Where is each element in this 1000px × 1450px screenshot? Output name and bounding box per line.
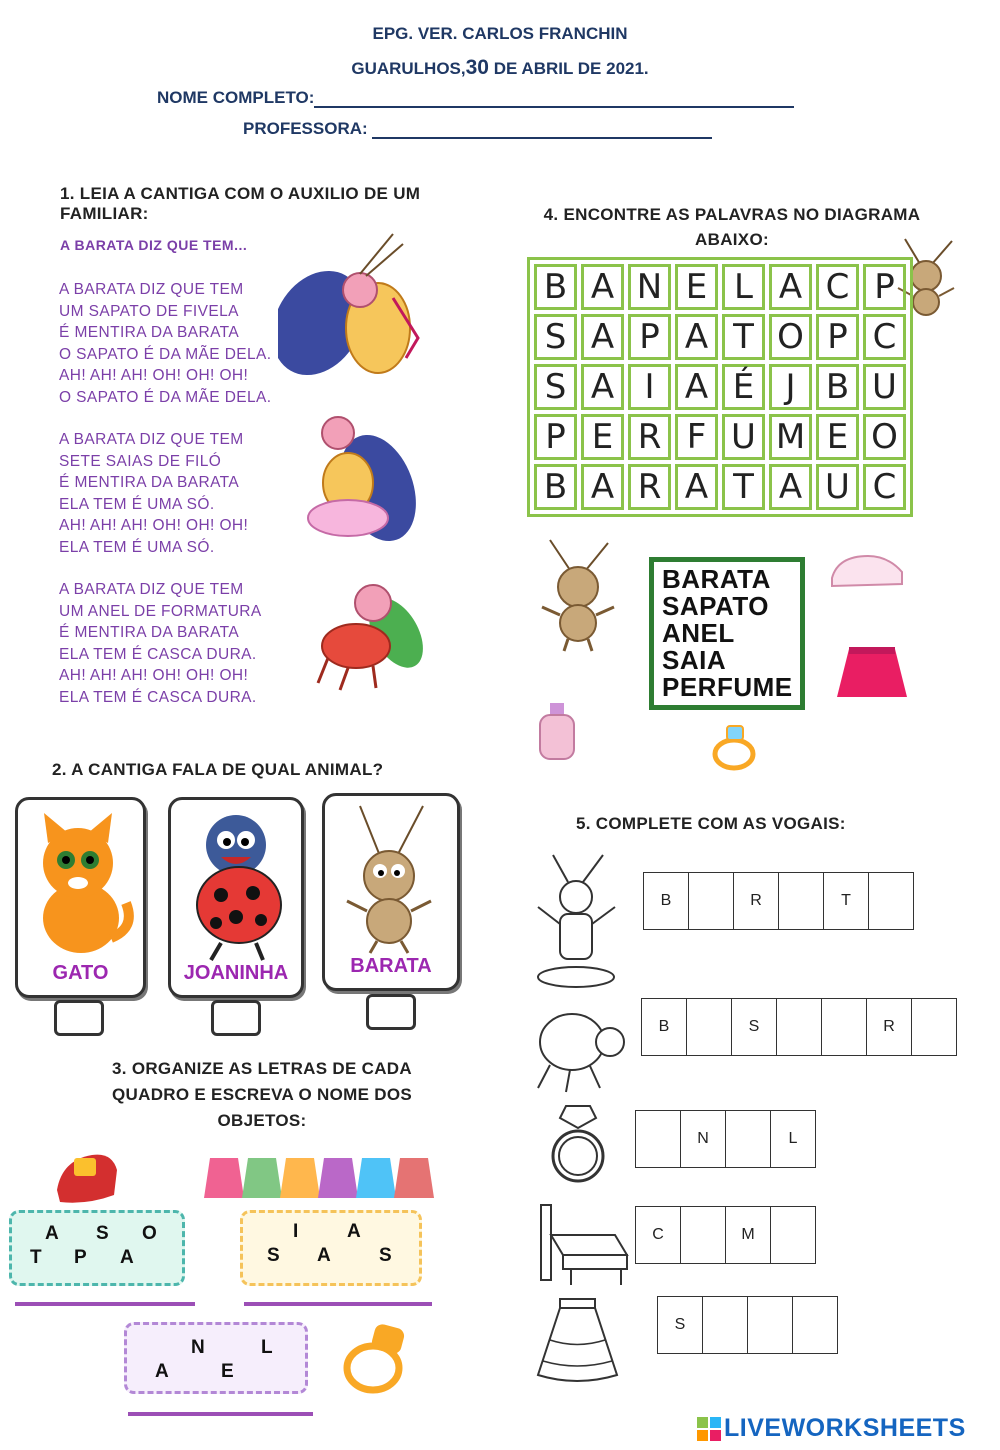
option-label: GATO: [52, 962, 109, 984]
grid-cell[interactable]: A: [675, 314, 718, 360]
scramble-letter: O: [142, 1223, 157, 1244]
grid-cell[interactable]: É: [722, 364, 765, 410]
q3-title-line1: 3. ORGANIZE AS LETRAS DE CADA: [112, 1059, 412, 1078]
vowel-cell[interactable]: [792, 1296, 838, 1354]
vowel-cell[interactable]: [688, 872, 733, 930]
grid-cell[interactable]: T: [722, 314, 765, 360]
grid-cell[interactable]: E: [581, 414, 624, 460]
vowel-cell[interactable]: [868, 872, 914, 930]
q3-title-line2: QUADRO E ESCREVA O NOME DOS: [112, 1085, 412, 1104]
scramble-letter: E: [221, 1361, 234, 1382]
scramble-letter: S: [379, 1245, 392, 1266]
grid-row: [534, 264, 906, 310]
stanza-2: [59, 429, 299, 558]
scramble-letter: A: [155, 1361, 169, 1382]
lyric-line: A BARATA DIZ QUE TEM: [59, 281, 244, 298]
lyric-line: A BARATA DIZ QUE TEM: [59, 431, 244, 448]
vowel-cell: R: [866, 998, 911, 1056]
skirt-icon: [835, 643, 910, 705]
teacher-label: PROFESSORA:: [243, 119, 368, 138]
grid-row: [534, 314, 906, 360]
word-search-table: [530, 260, 910, 514]
vowel-cell: B: [643, 872, 688, 930]
grid-cell[interactable]: A: [581, 364, 624, 410]
skirts-icon: [200, 1148, 455, 1203]
scramble-box-3: [124, 1322, 308, 1394]
brand-text: LIVEWORKSHEETS: [724, 1414, 966, 1442]
word-list-item: SAPATO: [662, 591, 770, 621]
option-card-barata[interactable]: [322, 793, 460, 991]
grid-cell[interactable]: E: [816, 414, 859, 460]
scramble-letter: A: [120, 1247, 134, 1268]
footer-brand: [697, 1414, 966, 1443]
vowel-cell[interactable]: [778, 872, 823, 930]
scramble-letter: A: [45, 1223, 59, 1244]
lyric-line: ELA TEM É CASCA DURA.: [59, 688, 257, 706]
scramble-letter: S: [96, 1223, 109, 1244]
lyric-line: AH! AH! AH! OH! OH! OH!: [59, 667, 249, 684]
grid-row: [534, 414, 906, 460]
song-title: A BARATA DIZ QUE TEM...: [60, 237, 248, 253]
vowel-cell[interactable]: [770, 1206, 816, 1264]
option-card-gato[interactable]: [15, 797, 146, 998]
grid-cell[interactable]: A: [581, 464, 624, 510]
grid-cell[interactable]: I: [628, 364, 671, 410]
bed-outline-icon: [535, 1195, 630, 1290]
word-list: [649, 557, 805, 710]
grid-cell[interactable]: S: [534, 314, 577, 360]
q2-title: 2. A CANTIGA FALA DE QUAL ANIMAL?: [52, 760, 384, 779]
lyric-line: É MENTIRA DA BARATA: [59, 324, 240, 341]
beetle-outline-icon: [530, 1000, 630, 1095]
grid-cell[interactable]: A: [581, 314, 624, 360]
scramble-letter: N: [191, 1337, 205, 1358]
lyric-line: ELA TEM É CASCA DURA.: [59, 645, 257, 663]
liveworksheets-logo-icon: [697, 1417, 721, 1441]
grid-row: [534, 464, 906, 510]
answer-checkbox-joaninha[interactable]: [211, 1000, 261, 1036]
grid-cell[interactable]: O: [769, 314, 812, 360]
vowel-cell[interactable]: [635, 1110, 680, 1168]
vowel-cell[interactable]: [680, 1206, 725, 1264]
vowel-cell: R: [733, 872, 778, 930]
skirt-outline-icon: [535, 1295, 620, 1390]
cockroach-icon: [530, 535, 625, 655]
vowel-cell[interactable]: [747, 1296, 792, 1354]
ladybug-icon: [181, 805, 291, 965]
grid-cell[interactable]: R: [628, 414, 671, 460]
grid-cell[interactable]: A: [769, 464, 812, 510]
grid-cell[interactable]: C: [816, 264, 859, 310]
ring-icon: [335, 1320, 415, 1400]
grid-cell[interactable]: S: [534, 364, 577, 410]
vowel-cell: S: [657, 1296, 702, 1354]
grid-cell[interactable]: B: [534, 464, 577, 510]
cockroach-outline-icon: [533, 852, 623, 992]
lyric-line: É MENTIRA DA BARATA: [59, 474, 240, 491]
teacher-row: [243, 119, 712, 139]
grid-cell[interactable]: O: [863, 414, 906, 460]
ring-icon: [708, 722, 763, 772]
lyric-line: É MENTIRA DA BARATA: [59, 624, 240, 641]
vowel-cell: M: [725, 1206, 770, 1264]
q3-title-line3: OBJETOS:: [217, 1111, 307, 1130]
vowel-cell[interactable]: [686, 998, 731, 1056]
grid-cell[interactable]: N: [628, 264, 671, 310]
perfume-icon: [535, 700, 580, 765]
grid-cell[interactable]: F: [675, 414, 718, 460]
grid-cell[interactable]: U: [722, 414, 765, 460]
scramble-box-1: [9, 1210, 185, 1286]
grid-cell[interactable]: E: [675, 264, 718, 310]
scramble-letter: A: [347, 1221, 361, 1242]
date-line: [0, 56, 1000, 80]
vowel-cell[interactable]: [702, 1296, 747, 1354]
grid-cell[interactable]: A: [675, 464, 718, 510]
lyric-line: UM SAPATO DE FIVELA: [59, 302, 239, 320]
name-input-line[interactable]: [314, 88, 794, 108]
grid-cell[interactable]: P: [534, 414, 577, 460]
stanza-1: [59, 279, 299, 408]
q5-title: 5. COMPLETE COM AS VOGAIS:: [576, 814, 846, 833]
q4-title-line2: ABAIXO:: [695, 230, 769, 249]
shoe-icon: [828, 548, 908, 593]
q1-title-line1: 1. LEIA A CANTIGA COM O AUXILIO DE UM: [60, 184, 421, 203]
scramble-letter: P: [74, 1247, 87, 1268]
q1-title-line2: FAMILIAR:: [60, 204, 149, 223]
word-list-item: ANEL: [662, 618, 735, 648]
vowel-cell: T: [823, 872, 868, 930]
answer-checkbox-barata[interactable]: [366, 994, 416, 1030]
name-row: [157, 88, 794, 108]
cat-icon: [26, 808, 136, 958]
lyric-line: O SAPATO É DA MÃE DELA.: [59, 388, 272, 406]
word-list-item: BARATA: [662, 564, 771, 594]
vowel-cell[interactable]: [911, 998, 957, 1056]
grid-cell[interactable]: R: [628, 464, 671, 510]
answer-line-2[interactable]: [244, 1302, 432, 1306]
vowel-row-saia: [657, 1296, 838, 1354]
grid-cell[interactable]: P: [816, 314, 859, 360]
vowel-cell: B: [641, 998, 686, 1056]
date-prefix: GUARULHOS,: [351, 59, 466, 78]
grid-cell[interactable]: M: [769, 414, 812, 460]
school-name: EPG. VER. CARLOS FRANCHIN: [372, 24, 628, 43]
option-card-joaninha[interactable]: [168, 797, 304, 998]
grid-cell[interactable]: P: [863, 264, 906, 310]
name-label: NOME COMPLETO:: [157, 88, 315, 107]
answer-checkbox-gato[interactable]: [54, 1000, 104, 1036]
grid-cell[interactable]: L: [722, 264, 765, 310]
grid-cell[interactable]: C: [863, 464, 906, 510]
vowel-row-besouro: [641, 998, 957, 1056]
vowel-row-cama: [635, 1206, 816, 1264]
lyric-line: AH! AH! AH! OH! OH! OH!: [59, 367, 249, 384]
cockroach-illustration-icon: [278, 228, 438, 698]
word-list-item: PERFUME: [662, 672, 793, 702]
lyric-line: ELA TEM É UMA SÓ.: [59, 538, 215, 556]
grid-cell[interactable]: A: [769, 264, 812, 310]
lyric-line: A BARATA DIZ QUE TEM: [59, 581, 244, 598]
grid-cell[interactable]: J: [769, 364, 812, 410]
q3-title: [72, 1056, 452, 1134]
q4-title: [512, 202, 952, 252]
scramble-letter: I: [293, 1221, 299, 1242]
date-suffix: DE ABRIL DE 2021.: [488, 59, 649, 78]
vowel-cell: N: [680, 1110, 725, 1168]
answer-line-1[interactable]: [15, 1302, 195, 1306]
grid-row: [534, 364, 906, 410]
grid-cell[interactable]: U: [863, 364, 906, 410]
vowel-cell: L: [770, 1110, 816, 1168]
lyric-line: AH! AH! AH! OH! OH! OH!: [59, 517, 249, 534]
vowel-cell[interactable]: [821, 998, 866, 1056]
option-label: BARATA: [350, 955, 432, 977]
vowel-cell[interactable]: [725, 1110, 770, 1168]
word-list-item: SAIA: [662, 645, 727, 675]
grid-cell[interactable]: T: [722, 464, 765, 510]
answer-line-3[interactable]: [128, 1412, 313, 1416]
cockroach-icon: [335, 801, 445, 956]
option-label: JOANINHA: [183, 962, 289, 984]
grid-cell[interactable]: P: [628, 314, 671, 360]
vowel-row-anel: [635, 1110, 816, 1168]
vowel-cell: C: [635, 1206, 680, 1264]
grid-cell[interactable]: B: [816, 364, 859, 410]
q4-title-line1: 4. ENCONTRE AS PALAVRAS NO DIAGRAMA: [543, 205, 921, 224]
grid-cell[interactable]: A: [675, 364, 718, 410]
grid-cell[interactable]: C: [863, 314, 906, 360]
vowel-row-barata: [643, 872, 914, 930]
scramble-letter: L: [261, 1337, 273, 1358]
date-day: 30: [465, 56, 489, 79]
lyric-line: O SAPATO É DA MÃE DELA.: [59, 345, 272, 363]
word-search-grid: [527, 257, 913, 517]
lyric-line: SETE SAIAS DE FILÓ: [59, 452, 222, 470]
ring-outline-icon: [548, 1102, 608, 1187]
scramble-letter: A: [317, 1245, 331, 1266]
stanza-3: [59, 579, 299, 708]
vowel-cell: S: [731, 998, 776, 1056]
shoe-icon: [52, 1140, 122, 1210]
lyric-line: ELA TEM É UMA SÓ.: [59, 495, 215, 513]
grid-cell[interactable]: B: [534, 264, 577, 310]
scramble-letter: S: [267, 1245, 280, 1266]
vowel-cell[interactable]: [776, 998, 821, 1056]
song-lyrics: [59, 279, 299, 729]
scramble-box-2: [240, 1210, 422, 1286]
grid-cell[interactable]: U: [816, 464, 859, 510]
teacher-input-line[interactable]: [372, 119, 712, 139]
grid-cell[interactable]: A: [581, 264, 624, 310]
q1-title: [60, 184, 460, 224]
lyric-line: UM ANEL DE FORMATURA: [59, 602, 262, 620]
scramble-letter: T: [30, 1247, 42, 1268]
